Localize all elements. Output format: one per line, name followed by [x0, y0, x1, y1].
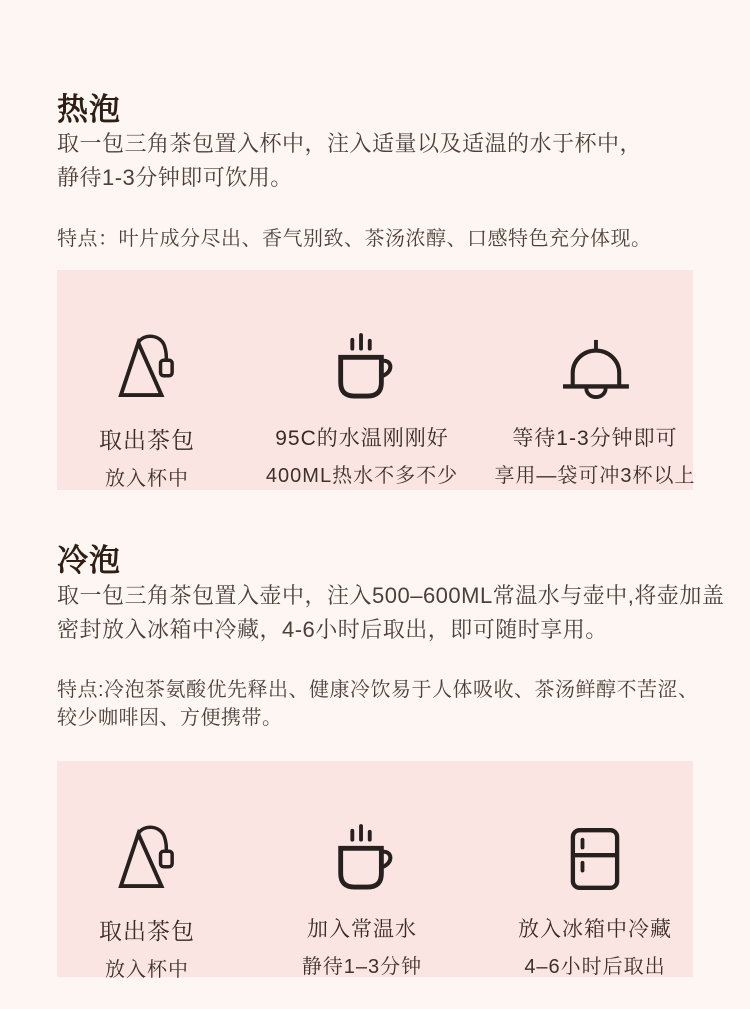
cold-step-2	[237, 761, 487, 979]
hot-brew-features-line-1: 特点：叶片成分尽出、香气别致、茶汤浓醇、口感特色充分体现。	[57, 228, 652, 250]
hot-brew-features	[57, 225, 652, 253]
hot-step-2-sublabel: 400ML热水不多不少	[265, 465, 459, 487]
cold-brew-steps-panel	[57, 761, 693, 981]
teabag-icon	[118, 270, 176, 400]
cold-step-2-label: 加入常温水	[307, 918, 417, 941]
cold-brew-description	[57, 579, 724, 647]
hot-step-2-label: 95C的水温刚刚好	[275, 427, 449, 450]
cold-step-3	[497, 761, 693, 979]
mug-steam-icon	[331, 761, 393, 891]
hot-step-3-label: 等待1-3分钟即可	[512, 427, 678, 450]
cold-step-1-label: 取出茶包	[99, 918, 195, 944]
hot-step-2	[237, 270, 487, 488]
hot-step-1-label: 取出茶包	[99, 427, 195, 453]
hot-brew-description	[57, 127, 642, 195]
hot-brew-title: 热泡	[57, 92, 121, 127]
hot-brew-description-line-1: 取一包三角茶包置入杯中，注入适量以及适温的水于杯中，	[57, 131, 643, 156]
cold-brew-title: 冷泡	[57, 543, 121, 578]
cold-step-2-sublabel: 静待1–3分钟	[301, 956, 423, 978]
cold-brew-description-line-1: 取一包三角茶包置入壶中，注入500–600ML常温水与壶中,将壶加盖	[57, 583, 725, 608]
fridge-icon	[570, 761, 620, 891]
hot-step-3-sublabel: 享用—袋可冲3杯以上	[494, 465, 696, 487]
bell-icon	[558, 270, 632, 400]
cold-step-1	[57, 761, 237, 982]
cold-step-3-label: 放入冰箱中冷藏	[518, 918, 672, 941]
mug-steam-icon	[331, 270, 393, 400]
hot-brew-steps-panel	[57, 270, 696, 490]
cold-brew-features-line-1: 特点:冷泡茶氨酸优先释出、健康冷饮易于人体吸收、茶汤鲜醇不苦涩、	[57, 679, 699, 701]
cold-brew-features	[57, 676, 699, 732]
cold-brew-description-line-2: 密封放入冰箱中冷藏，4-6小时后取出，即可随时享用。	[57, 617, 608, 642]
cold-brew-features-line-2: 较少咖啡因、方便携带。	[57, 707, 283, 729]
teabag-icon	[118, 761, 176, 891]
hot-brew-description-line-2: 静待1-3分钟即可饮用。	[57, 165, 293, 190]
cold-step-1-sublabel: 放入杯中	[105, 959, 189, 981]
hot-step-1-sublabel: 放入杯中	[105, 468, 189, 490]
cold-step-3-sublabel: 4–6小时后取出	[524, 956, 666, 978]
hot-step-1	[57, 270, 237, 491]
hot-step-3	[494, 270, 696, 488]
